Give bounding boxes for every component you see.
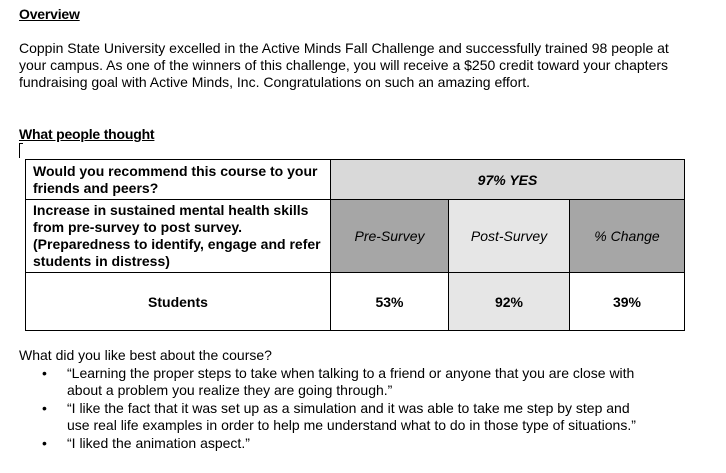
post-survey-value: 92% [449,273,570,331]
bullet-icon: • [42,400,47,416]
recommend-answer-cell: 97% YES [331,160,685,200]
pre-survey-header: Pre-Survey [331,200,449,273]
liked-best-question: What did you like best about the course? [19,347,272,363]
recommend-question-cell: Would you recommend this course to your friends and peers? [26,160,331,200]
list-item [0,435,647,452]
percent-change-value: 39% [570,273,685,331]
quote-text: “Learning the proper steps to take when talking to a friend or anyone that you are close with about a problem you realize they are going through.” [67,365,635,398]
percent-change-header: % Change [570,200,685,273]
feedback-quote-list [0,365,700,453]
overview-heading: Overview [19,6,80,22]
text-cursor-tick [19,143,23,144]
bullet-icon: • [42,365,47,381]
bullet-icon: • [42,435,47,451]
list-item [0,365,647,399]
post-survey-header: Post-Survey [449,200,570,273]
text-cursor [19,143,20,158]
survey-results-table [25,159,685,331]
quote-text: “I liked the animation aspect.” [67,435,250,451]
list-item [0,400,647,434]
skills-question-cell: Increase in sustained mental health skills from pre-survey to post survey. (Preparedness to identify, engage and refer students in distress) [26,200,331,273]
quote-text: “I like the fact that it was set up as a simulation and it was able to take me step by step and use real life examples in order to help me understand what to do in those type of situations.” [67,400,636,433]
pre-survey-value: 53% [331,273,449,331]
what-people-thought-heading: What people thought [19,126,155,142]
overview-paragraph: Coppin State University excelled in the Active Minds Fall Challenge and successfully trained 98 people at your campus. As one of the winners of this challenge, you will receive a $250 credit toward your chapters fundraising goal with Active Minds, Inc. Congratulations on such an amazing effort. [19,40,669,90]
students-row-label: Students [26,273,331,331]
